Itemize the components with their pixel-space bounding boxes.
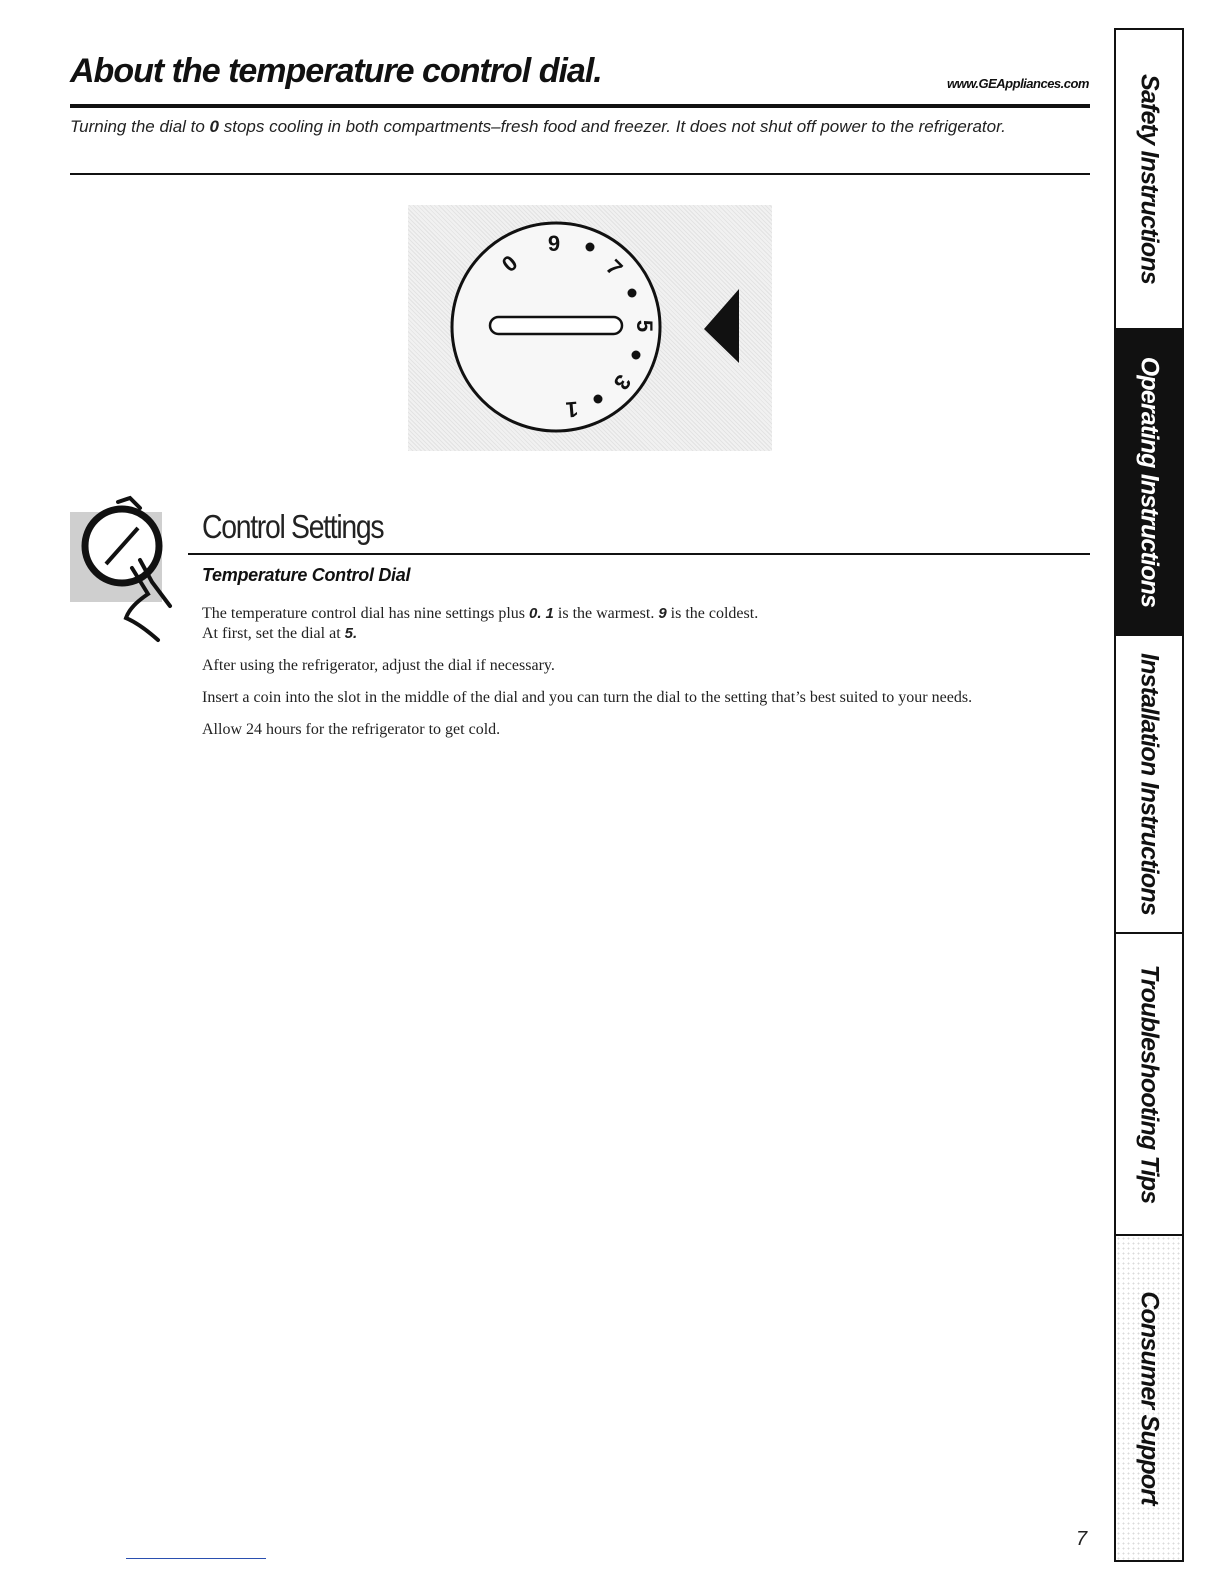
- section-title: Control Settings: [202, 508, 384, 545]
- dial-svg: [408, 205, 772, 451]
- tab-label: Installation Instructions: [1135, 653, 1164, 915]
- tab-label: Safety Instructions: [1135, 74, 1164, 284]
- dial-number-0: 0: [496, 250, 523, 278]
- page-number: 7: [1076, 1528, 1088, 1550]
- footer-rule: [126, 1558, 266, 1559]
- section-body: [202, 604, 1022, 752]
- dial-dot-4: [632, 351, 641, 360]
- dial-dot-2: [594, 395, 603, 404]
- tab-label: Consumer Support: [1135, 1291, 1164, 1505]
- tab-troubleshooting-tips[interactable]: [1116, 934, 1182, 1236]
- dial-dot-6: [628, 289, 637, 298]
- tab-operating-instructions[interactable]: [1116, 330, 1182, 636]
- hand-turning-dial-icon: [70, 494, 188, 644]
- paragraph-settings: The temperature control dial has nine settings plus 0. 1 is the warmest. 9 is the coldest. At first, set the dial at 5.: [202, 605, 759, 642]
- dial-number-1: 1: [564, 396, 580, 423]
- dial-dot-8: [586, 243, 595, 252]
- dial-pointer-arrow: [704, 289, 739, 363]
- dial-number-3: 3: [608, 370, 637, 395]
- tab-consumer-support[interactable]: [1116, 1236, 1182, 1560]
- page-title: About the temperature control dial.: [70, 52, 602, 90]
- dial-illustration: [408, 205, 772, 451]
- section-subtitle: Temperature Control Dial: [202, 565, 411, 585]
- intro-rule: [70, 173, 1090, 175]
- tab-label: Troubleshooting Tips: [1135, 964, 1164, 1204]
- tab-installation-instructions[interactable]: [1116, 636, 1182, 934]
- intro-zero: 0: [209, 117, 220, 136]
- section-tabs: [1114, 28, 1184, 1562]
- paragraph-coin: Insert a coin into the slot in the middle of the dial and you can turn the dial to the setting that’s best suited to your needs.: [202, 689, 973, 706]
- section-rule: [188, 553, 1090, 555]
- intro-text: [70, 117, 1080, 137]
- dial-number-5: 5: [632, 319, 657, 333]
- tab-label: Operating Instructions: [1135, 356, 1164, 608]
- paragraph-adjust: After using the refrigerator, adjust the dial if necessary.: [202, 657, 555, 674]
- coin-slot: [490, 317, 622, 334]
- intro-part2: stops cooling in both compartments–fresh food and freezer. It does not shut off power to the refrigerator.: [219, 117, 1006, 136]
- tab-safety-instructions[interactable]: [1116, 30, 1182, 330]
- dial-number-9: 9: [547, 231, 561, 256]
- dial-number-7: 7: [601, 254, 628, 281]
- header-rule: [70, 104, 1090, 108]
- paragraph-allow: Allow 24 hours for the refrigerator to get cold.: [202, 721, 501, 738]
- website-url[interactable]: www.GEAppliances.com: [947, 76, 1089, 91]
- intro-part1: Turning the dial to: [70, 117, 210, 136]
